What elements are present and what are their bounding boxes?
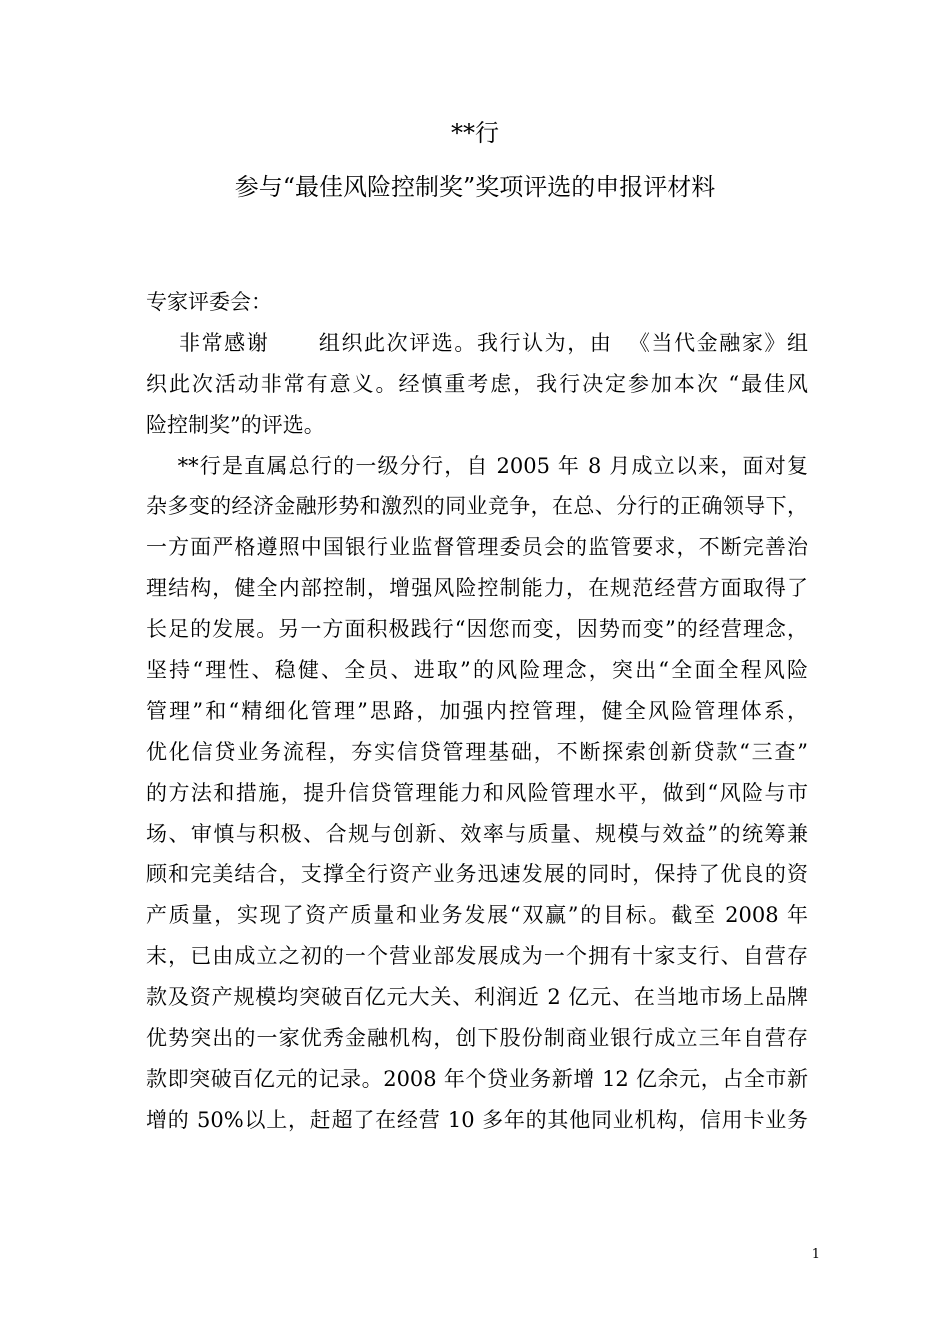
- paragraph-line: 场、审慎与积极、合规与创新、效率与质量、规模与效益”的统筹兼: [146, 821, 808, 846]
- document-title-bank: **行: [451, 119, 499, 147]
- paragraph-line: 非常感谢 组织此次评选。我行认为，由 《当代金融家》组: [146, 330, 808, 355]
- paragraph-line: 杂多变的经济金融形势和激烈的同业竞争，在总、分行的正确领导下，: [146, 494, 808, 519]
- paragraph-line: 增的 50%以上，赶超了在经营 10 多年的其他同业机构，信用卡业务: [146, 1107, 808, 1132]
- page-number: 1: [811, 1247, 820, 1262]
- paragraph-line: 款及资产规模均突破百亿元大关、利润近 2 亿元、在当地市场上品牌: [146, 985, 808, 1010]
- document-body: [146, 282, 808, 1141]
- salutation-line: 专家评委会：: [146, 290, 272, 314]
- paragraph-line: 管理”和“精细化管理”思路，加强内控管理，健全风险管理体系，: [146, 698, 808, 723]
- document-title-award: 参与“最佳风险控制奖”奖项评选的申报评材料: [234, 173, 716, 201]
- paragraph-line: 优化信贷业务流程，夯实信贷管理基础，不断探索创新贷款“三查”: [146, 739, 808, 764]
- paragraph-line: 一方面严格遵照中国银行业监督管理委员会的监管要求，不断完善治: [146, 535, 808, 560]
- paragraph-line: 的方法和措施，提升信贷管理能力和风险管理水平，做到“风险与市: [146, 780, 808, 805]
- paragraph-line: 末，已由成立之初的一个营业部发展成为一个拥有十家支行、自营存: [146, 944, 808, 969]
- paragraph-line: 长足的发展。另一方面积极践行“因您而变，因势而变”的经营理念，: [146, 617, 808, 642]
- paragraph-line: 优势突出的一家优秀金融机构，创下股份制商业银行成立三年自营存: [146, 1026, 808, 1051]
- paragraph-line: 理结构，健全内部控制，增强风险控制能力，在规范经营方面取得了: [146, 576, 808, 601]
- paragraph-line: 顾和完美结合，支撑全行资产业务迅速发展的同时，保持了优良的资: [146, 862, 808, 887]
- paragraph-line: 产质量，实现了资产质量和业务发展“双赢”的目标。截至 2008 年: [146, 903, 808, 928]
- paragraph-line: 险控制奖”的评选。: [146, 412, 325, 437]
- paragraph-line: 织此次活动非常有意义。经慎重考虑，我行决定参加本次 “最佳风: [146, 371, 808, 396]
- paragraph-line: 坚持“理性、稳健、全员、进取”的风险理念，突出“全面全程风险: [146, 658, 808, 683]
- paragraph-line: 款即突破百亿元的记录。2008 年个贷业务新增 12 亿余元，占全市新: [146, 1066, 808, 1091]
- paragraph-line: **行是直属总行的一级分行，自 2005 年 8 月成立以来，面对复: [146, 453, 808, 478]
